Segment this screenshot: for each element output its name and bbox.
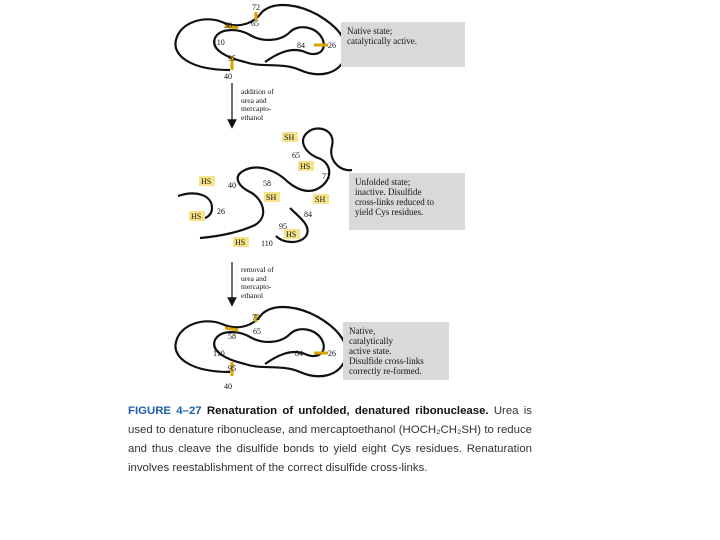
native-state-note <box>341 22 465 67</box>
denature-step-label <box>241 88 274 122</box>
figure-caption <box>128 402 532 478</box>
sh-label-1: SH <box>284 133 295 142</box>
renatured-res-65: 65 <box>253 327 261 336</box>
figure-body: Urea is used to denature ribonuclease, and mercaptoethanol (HOCH₂CH₂SH) to reduce and thus cleave the disulfide bonds to yield eight Cys residues. Renaturation involves reestablishment of the correct disulfide cross-links. <box>128 405 532 474</box>
unfolded-note-line-4: yield Cys residues. <box>355 207 424 217</box>
sh-label-3: HS <box>201 177 212 186</box>
unfolded-res-84: 84 <box>304 210 312 219</box>
sh-label-5: SH <box>315 195 326 204</box>
add-step-line-4: ethanol <box>241 112 264 122</box>
native-res-26: 26 <box>328 41 336 50</box>
native-res-65: 65 <box>251 19 259 28</box>
renature-step-label <box>241 266 274 300</box>
renatured-res-95: 95 <box>228 364 236 373</box>
sh-label-6: HS <box>191 212 202 221</box>
renatured-state-note <box>343 322 449 380</box>
sh-label-2: HS <box>300 162 311 171</box>
renatured-note-line-3: active state. <box>349 346 392 356</box>
figure-label: FIGURE 4–27 <box>128 405 202 417</box>
renatured-res-26: 26 <box>328 349 336 358</box>
native-res-95: 95 <box>228 54 236 63</box>
sh-label-8: HS <box>235 238 246 247</box>
unfolded-state-note <box>349 173 465 230</box>
unfolded-note-line-2: inactive. Disulfide <box>355 187 422 197</box>
remove-step-line-4: ethanol <box>241 290 264 300</box>
remove-step-line-2: urea and <box>241 273 267 283</box>
unfolded-res-72: 72 <box>322 172 330 181</box>
renatured-res-58: 58 <box>228 332 236 341</box>
remove-step-line-3: mercapto- <box>241 282 272 291</box>
renatured-res-72: 72 <box>252 313 260 322</box>
renatured-res-40: 40 <box>224 382 232 391</box>
native-res-40: 40 <box>224 72 232 81</box>
remove-step-line-1: removal of <box>241 265 274 274</box>
sh-label-7: HS <box>286 230 297 239</box>
native-note-line-2: catalytically active. <box>347 36 417 46</box>
native-res-84: 84 <box>297 41 305 50</box>
unfolded-protein <box>178 128 352 248</box>
unfolded-res-110: 110 <box>261 239 273 248</box>
unfolded-res-26: 26 <box>217 207 225 216</box>
native-note-line-1: Native state; <box>347 26 393 36</box>
renatured-note-line-2: catalytically <box>349 336 393 346</box>
unfolded-res-65: 65 <box>292 151 300 160</box>
sh-label-4: SH <box>266 193 277 202</box>
add-step-line-3: mercapto- <box>241 104 272 113</box>
native-res-110: 110 <box>213 38 225 47</box>
unfolded-note-line-1: Unfolded state; <box>355 177 411 187</box>
native-protein <box>175 3 346 81</box>
unfolded-res-58: 58 <box>263 179 271 188</box>
renatured-note-line-5: correctly re-formed. <box>349 366 422 376</box>
renatured-protein <box>175 307 346 391</box>
unfolded-res-40: 40 <box>228 181 236 190</box>
unfolded-note-line-3: cross-links reduced to <box>355 197 434 207</box>
renatured-res-84: 84 <box>295 349 303 358</box>
figure-title: Renaturation of unfolded, denatured ribonuclease. <box>206 405 489 417</box>
unfolded-res-95: 95 <box>279 222 287 231</box>
native-res-58: 58 <box>224 21 232 30</box>
native-res-72: 72 <box>252 3 260 12</box>
renatured-res-110: 110 <box>213 349 225 358</box>
renatured-note-line-4: Disulfide cross-links <box>349 356 424 366</box>
add-step-line-2: urea and <box>241 95 267 105</box>
add-step-line-1: addition of <box>241 87 274 96</box>
renatured-note-line-1: Native, <box>349 326 376 336</box>
